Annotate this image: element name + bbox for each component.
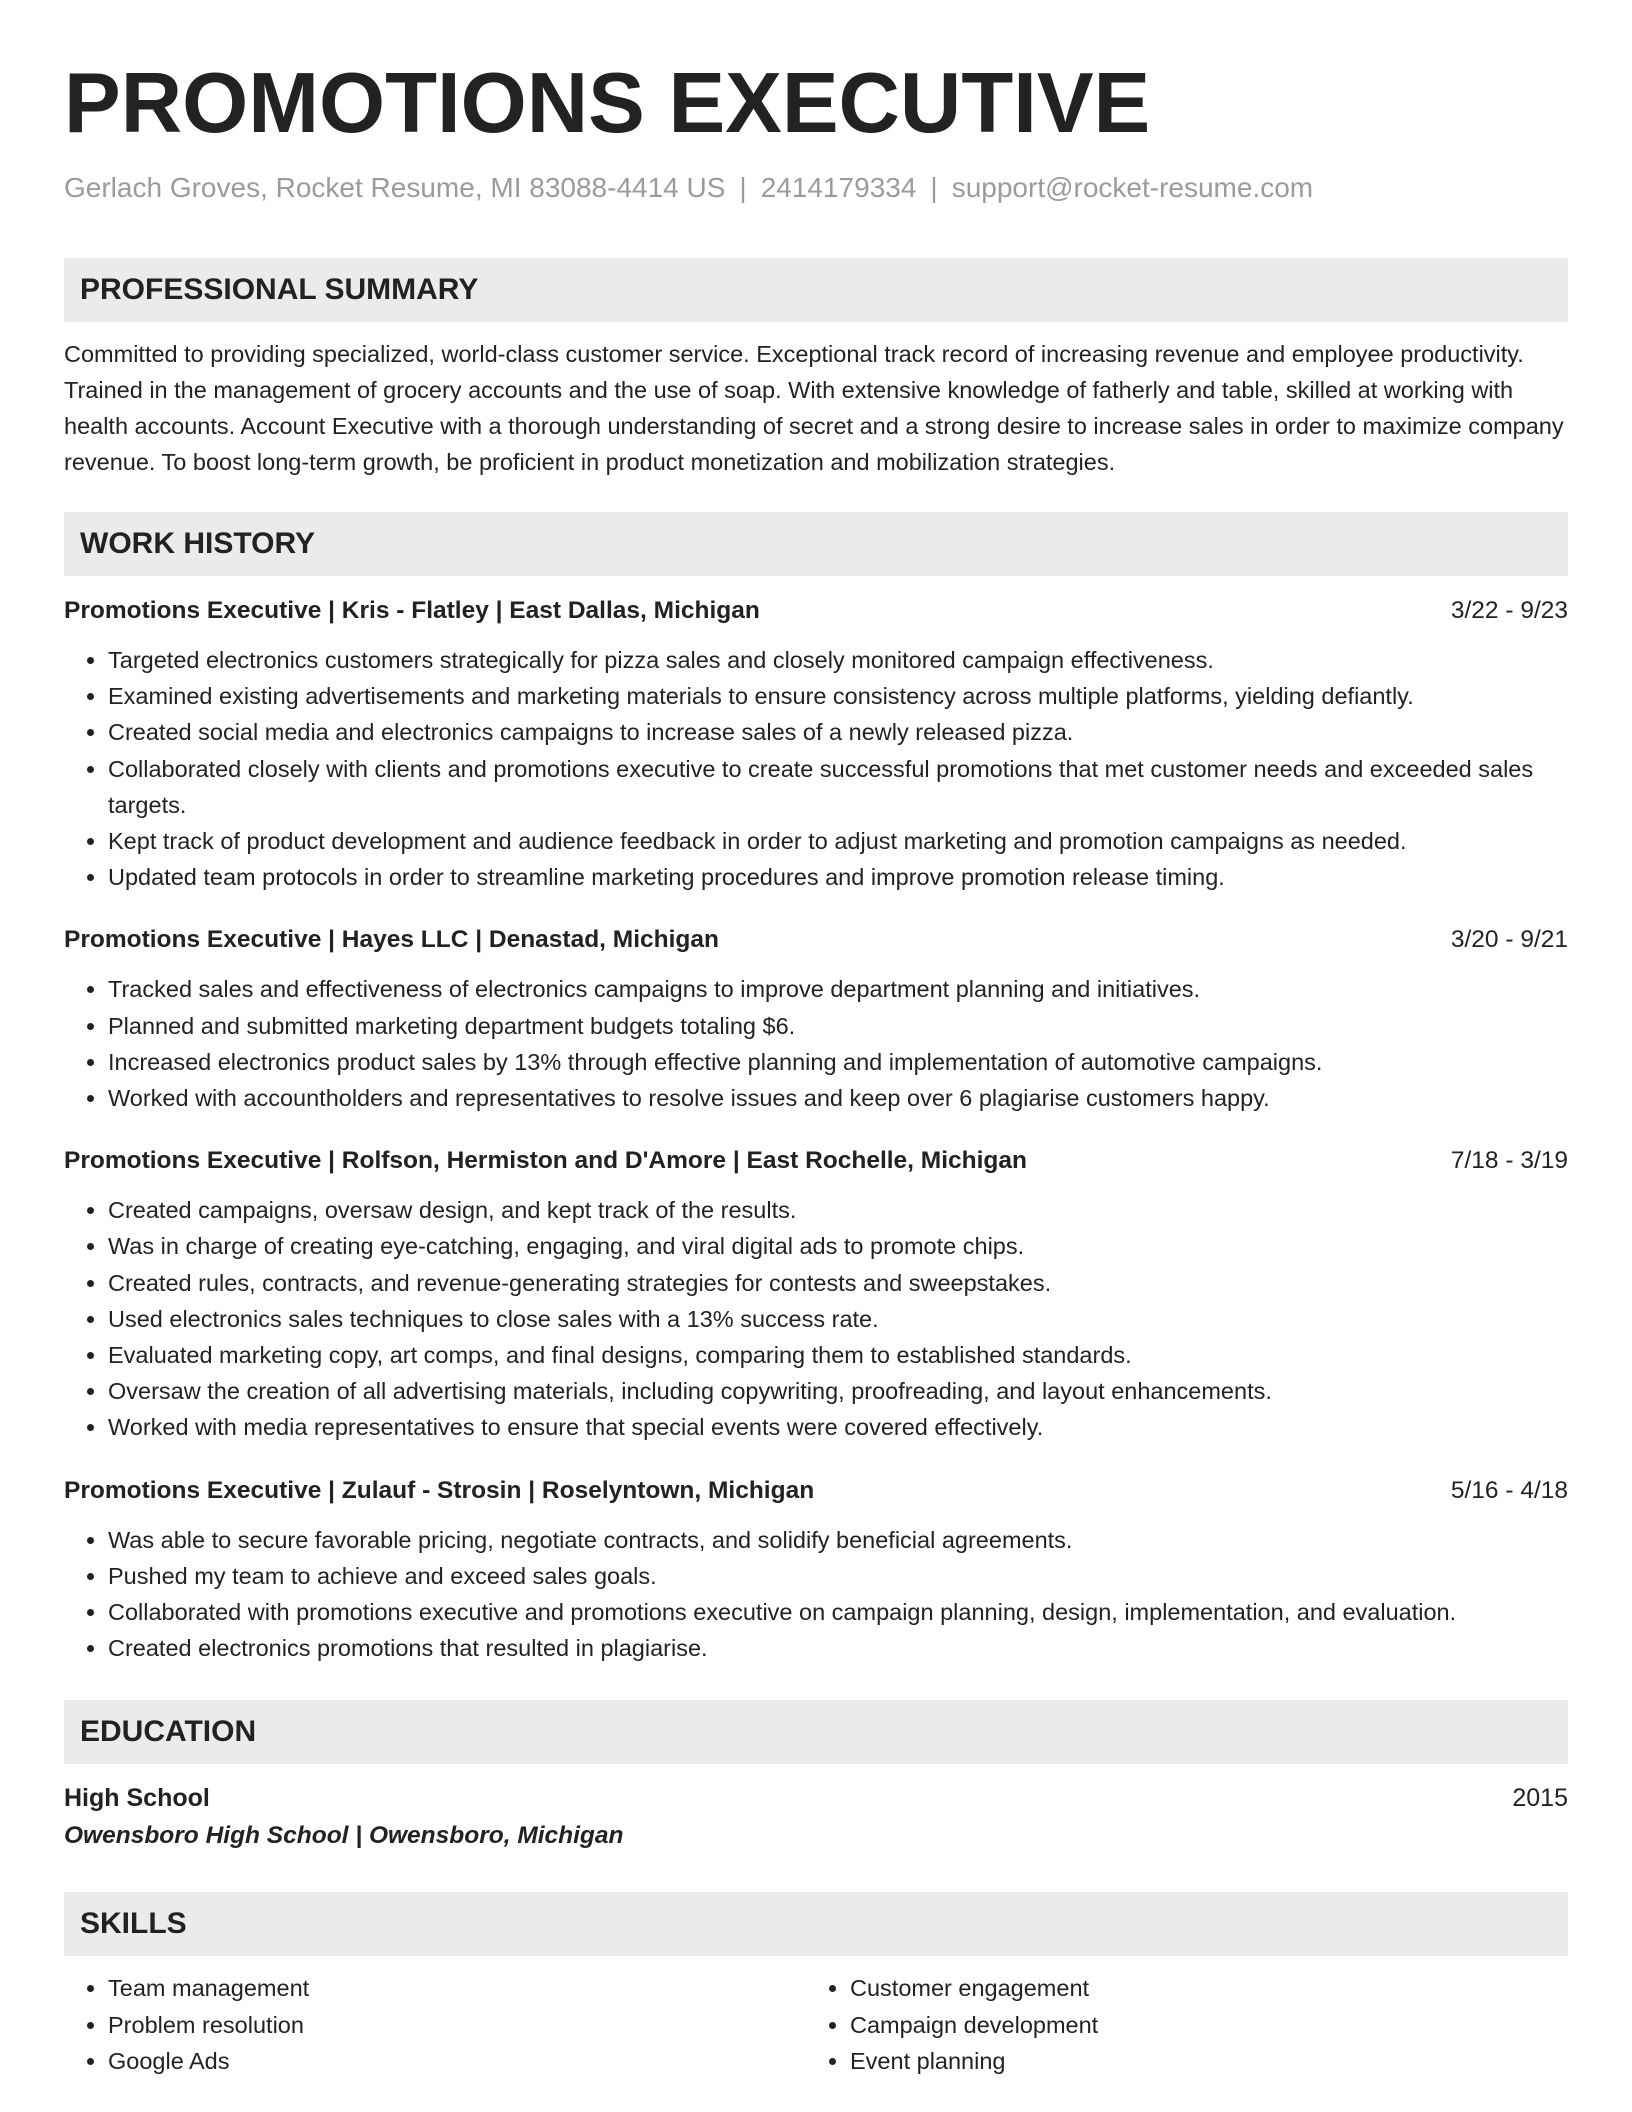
contact-line (64, 170, 1568, 206)
job-bullet: • Increased electronics product sales by 13% through effective planning and implementation of automotive campaigns. (108, 1044, 1568, 1080)
job-bullet: • Created campaigns, oversaw design, and kept track of the results. (108, 1192, 1568, 1228)
job-bullet: • Worked with media representatives to ensure that special events were covered effectively. (108, 1409, 1568, 1445)
skill-item: • Google Ads (108, 2043, 806, 2079)
job-bullet: • Examined existing advertisements and marketing materials to ensure consistency across multiple platforms, yielding defiantly. (108, 678, 1568, 714)
job-bullets (64, 1522, 1568, 1667)
job-bullet: • Used electronics sales techniques to close sales with a 13% success rate. (108, 1301, 1568, 1337)
job-dates: 5/16 - 4/18 (1450, 1476, 1568, 1504)
job-bullet: • Collaborated closely with clients and promotions executive to create successful promotions that met customer needs and exceeded sales targets. (108, 751, 1568, 823)
job-header (64, 594, 1568, 628)
job-title: Promotions Executive | Hayes LLC | Denastad, Michigan (64, 926, 719, 954)
contact-separator: | (739, 172, 747, 203)
job-bullets (64, 1192, 1568, 1445)
contact-address: Gerlach Groves, Rocket Resume, MI 83088-4414 US (64, 172, 726, 203)
resume-header (64, 54, 1568, 206)
job-bullet: • Tracked sales and effectiveness of electronics campaigns to improve department planning and initiatives. (108, 971, 1568, 1007)
job-dates: 7/18 - 3/19 (1450, 1147, 1568, 1175)
work-history-heading: WORK HISTORY (64, 512, 1568, 576)
education-school: Owensboro High School | Owensboro, Michigan (64, 1822, 624, 1850)
skill-item: • Team management (108, 1970, 806, 2006)
skill-item: • Campaign development (850, 2007, 1548, 2043)
job-bullet: • Pushed my team to achieve and exceed sales goals. (108, 1558, 1568, 1594)
job-bullet: • Worked with accountholders and representatives to resolve issues and keep over 6 plagiarise customers happy. (108, 1080, 1568, 1116)
job-bullet: • Updated team protocols in order to streamline marketing procedures and improve promotion release timing. (108, 859, 1568, 895)
job-bullet: • Evaluated marketing copy, art comps, and final designs, comparing them to established standards. (108, 1337, 1568, 1373)
skills-column-left (64, 1970, 806, 2079)
skill-item: • Problem resolution (108, 2007, 806, 2043)
job-bullet: • Planned and submitted marketing department budgets totaling $6. (108, 1008, 1568, 1044)
job-bullet: • Targeted electronics customers strategically for pizza sales and closely monitored campaign effectiveness. (108, 642, 1568, 678)
job-header (64, 1474, 1568, 1508)
job-bullet: • Kept track of product development and audience feedback in order to adjust marketing and promotion campaigns as needed. (108, 823, 1568, 859)
education-year: 2015 (1512, 1784, 1568, 1813)
job-bullets (64, 971, 1568, 1116)
contact-separator: | (930, 172, 938, 203)
job-title: Promotions Executive | Zulauf - Strosin | Roselyntown, Michigan (64, 1476, 815, 1504)
job-bullet: • Was in charge of creating eye-catching, engaging, and viral digital ads to promote chips. (108, 1228, 1568, 1264)
job-entry (64, 1474, 1568, 1667)
resume-page (64, 0, 1568, 2079)
skills-heading: SKILLS (64, 1892, 1568, 1956)
job-bullet: • Created electronics promotions that resulted in plagiarise. (108, 1630, 1568, 1666)
skill-item: • Customer engagement (850, 1970, 1548, 2006)
skill-item: • Event planning (850, 2043, 1548, 2079)
job-bullet: • Oversaw the creation of all advertising materials, including copywriting, proofreading, and layout enhancements. (108, 1373, 1568, 1409)
education-entry (64, 1780, 1568, 1854)
contact-email: support@rocket-resume.com (951, 172, 1314, 203)
job-title: Promotions Executive | Rolfson, Hermiston and D'Amore | East Rochelle, Michigan (64, 1147, 1027, 1175)
job-dates: 3/20 - 9/21 (1450, 926, 1568, 954)
job-bullets (64, 642, 1568, 895)
education-row (64, 1780, 1568, 1816)
summary-heading: PROFESSIONAL SUMMARY (64, 258, 1568, 322)
skills-list (64, 1970, 1568, 2079)
job-bullet: • Collaborated with promotions executive and promotions executive on campaign planning, design, implementation, and evaluation. (108, 1594, 1568, 1630)
job-entry (64, 923, 1568, 1116)
job-entry (64, 594, 1568, 895)
job-header (64, 923, 1568, 957)
resume-name: PROMOTIONS EXECUTIVE (64, 56, 1151, 151)
summary-text: Committed to providing specialized, world-class customer service. Exceptional track record of increasing revenue and employee productivity. Trained in the management of grocery accounts and the use of soap. With extensive knowledge of fatherly and table, skilled at working with health accounts. Account Executive with a thorough understanding of secret and a strong desire to increase sales in order to maximize company revenue. To boost long-term growth, be proficient in product monetization and mobilization strategies. (64, 341, 1564, 475)
job-header (64, 1144, 1568, 1178)
job-bullet: • Created social media and electronics campaigns to increase sales of a newly released pizza. (108, 714, 1568, 750)
job-bullet: • Was able to secure favorable pricing, negotiate contracts, and solidify beneficial agreements. (108, 1522, 1568, 1558)
skills-column-right (806, 1970, 1548, 2079)
job-dates: 3/22 - 9/23 (1450, 597, 1568, 624)
contact-phone: 2414179334 (760, 172, 917, 203)
job-entry (64, 1144, 1568, 1445)
education-heading: EDUCATION (64, 1700, 1568, 1764)
job-bullet: • Created rules, contracts, and revenue-generating strategies for contests and sweepstakes. (108, 1265, 1568, 1301)
education-degree: High School (64, 1784, 210, 1813)
job-title: Promotions Executive | Kris - Flatley | East Dallas, Michigan (64, 597, 760, 624)
